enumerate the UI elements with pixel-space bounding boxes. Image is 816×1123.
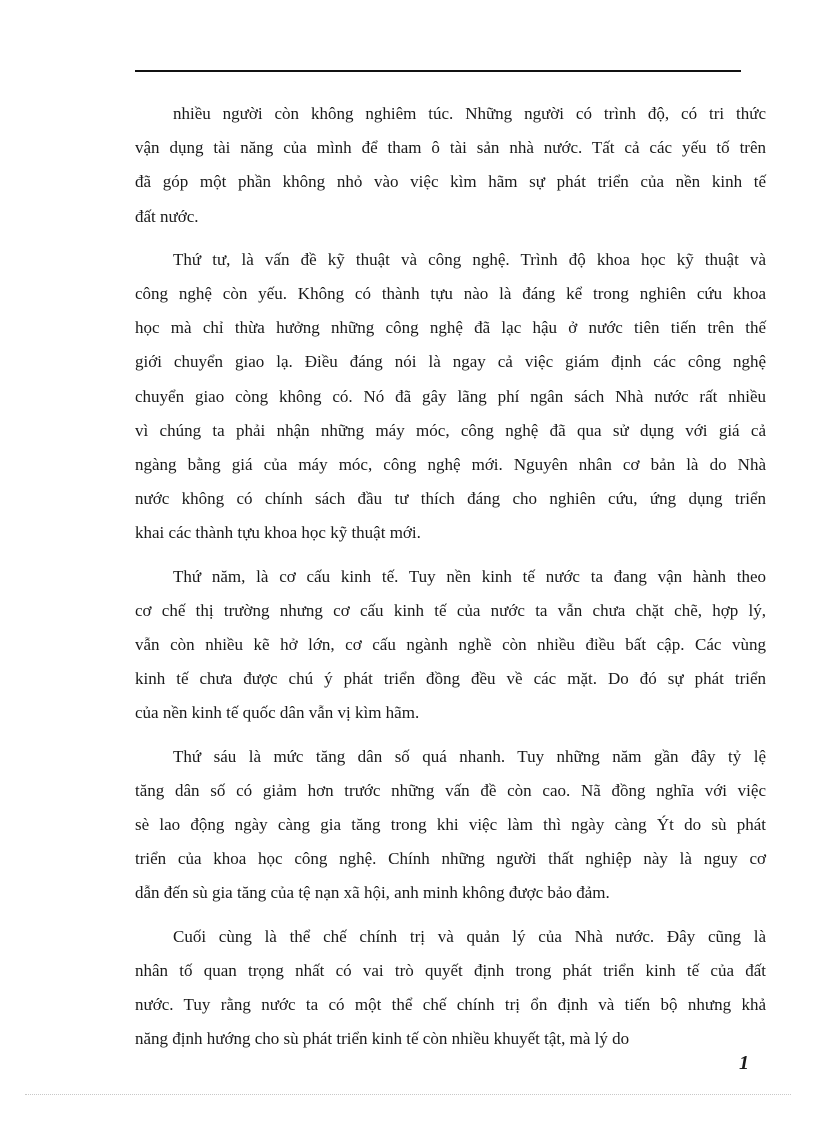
- text-line: ngàng bằng giá của máy móc, công nghệ mới. Nguyên nhân cơ bản là do Nhà: [135, 455, 766, 475]
- paragraph-4: [135, 740, 766, 911]
- text-line: sè lao động ngày càng gia tăng trong khi việc làm thì ngày càng Ýt do sù phát: [135, 815, 766, 835]
- text-line: năng định hướng cho sù phát triển kinh tế còn nhiều khuyết tật, mà lý do: [135, 1029, 630, 1049]
- footer-rule: [25, 1094, 791, 1095]
- document-body: [135, 97, 766, 1065]
- text-line: giới chuyển giao lạ. Điều đáng nói là ngay cả việc giám định các công nghệ: [135, 352, 766, 372]
- text-line: của nền kinh tế quốc dân vẫn vị kìm hãm.: [135, 703, 420, 723]
- paragraph-2: [135, 243, 766, 551]
- paragraph-5: [135, 920, 766, 1057]
- text-line: cơ chế thị trường nhưng cơ cấu kinh tế của nước ta vẫn chưa chặt chẽ, hợp lý,: [135, 600, 766, 620]
- page-number: 1: [739, 1052, 749, 1074]
- text-line: kinh tế chưa được chú ý phát triển đồng đều về các mặt. Do đó sự phát triển: [135, 669, 766, 689]
- text-line: học mà chỉ thừa hưởng những công nghệ đã lạc hậu ở nước tiên tiến trên thế: [135, 318, 766, 338]
- text-line: nước không có chính sách đầu tư thích đáng cho nghiên cứu, ứng dụng triển: [135, 489, 766, 509]
- paragraph-3: [135, 560, 766, 731]
- text-line: đất nước.: [135, 206, 199, 226]
- paragraph-1: [135, 97, 766, 234]
- text-line: vẫn còn nhiều kẽ hở lớn, cơ cấu ngành nghề còn nhiều điều bất cập. Các vùng: [135, 635, 766, 655]
- text-line: vận dụng tài năng của mình để tham ô tài sản nhà nước. Tất cả các yếu tố trên: [135, 138, 766, 158]
- text-line: chuyển giao còng không có. Nó đã gây lãng phí ngân sách Nhà nước rất nhiều: [135, 386, 766, 406]
- text-line: triển của khoa học công nghệ. Chính những người thất nghiệp này là nguy cơ: [135, 849, 766, 869]
- text-line: Thứ năm, là cơ cấu kinh tế. Tuy nền kinh tế nước ta đang vận hành theo: [173, 566, 766, 586]
- text-line: nhân tố quan trọng nhất có vai trò quyết định trong phát triển kinh tế của đất: [135, 960, 766, 980]
- text-line: Cuối cùng là thể chế chính trị và quản lý của Nhà nước. Đây cũng là: [173, 926, 766, 946]
- header-rule: [135, 70, 741, 72]
- text-line: Thứ tư, là vấn đề kỹ thuật và công nghệ. Trình độ khoa học kỹ thuật và: [173, 249, 766, 269]
- text-line: tăng dân số có giảm hơn trước những vấn đề còn cao. Nã đồng nghĩa với việc: [135, 780, 766, 800]
- text-line: nước. Tuy rằng nước ta có một thể chế chính trị ổn định và tiến bộ nhưng khả: [135, 995, 766, 1015]
- text-line: dẫn đến sù gia tăng của tệ nạn xã hội, anh minh không được bảo đảm.: [135, 883, 610, 903]
- text-line: vì chúng ta phải nhận những máy móc, công nghệ đã qua sử dụng với giá cả: [135, 420, 766, 440]
- text-line: nhiều người còn không nghiêm túc. Những người có trình độ, có tri thức: [173, 104, 766, 123]
- text-line: công nghệ còn yếu. Không có thành tựu nào là đáng kể trong nghiên cứu khoa: [135, 284, 766, 304]
- text-line: Thứ sáu là mức tăng dân số quá nhanh. Tuy những năm gần đây tỷ lệ: [173, 746, 766, 766]
- text-line: khai các thành tựu khoa học kỹ thuật mới.: [135, 523, 421, 543]
- text-line: đã góp một phần không nhỏ vào việc kìm hãm sự phát triển của nền kinh tế: [135, 172, 766, 192]
